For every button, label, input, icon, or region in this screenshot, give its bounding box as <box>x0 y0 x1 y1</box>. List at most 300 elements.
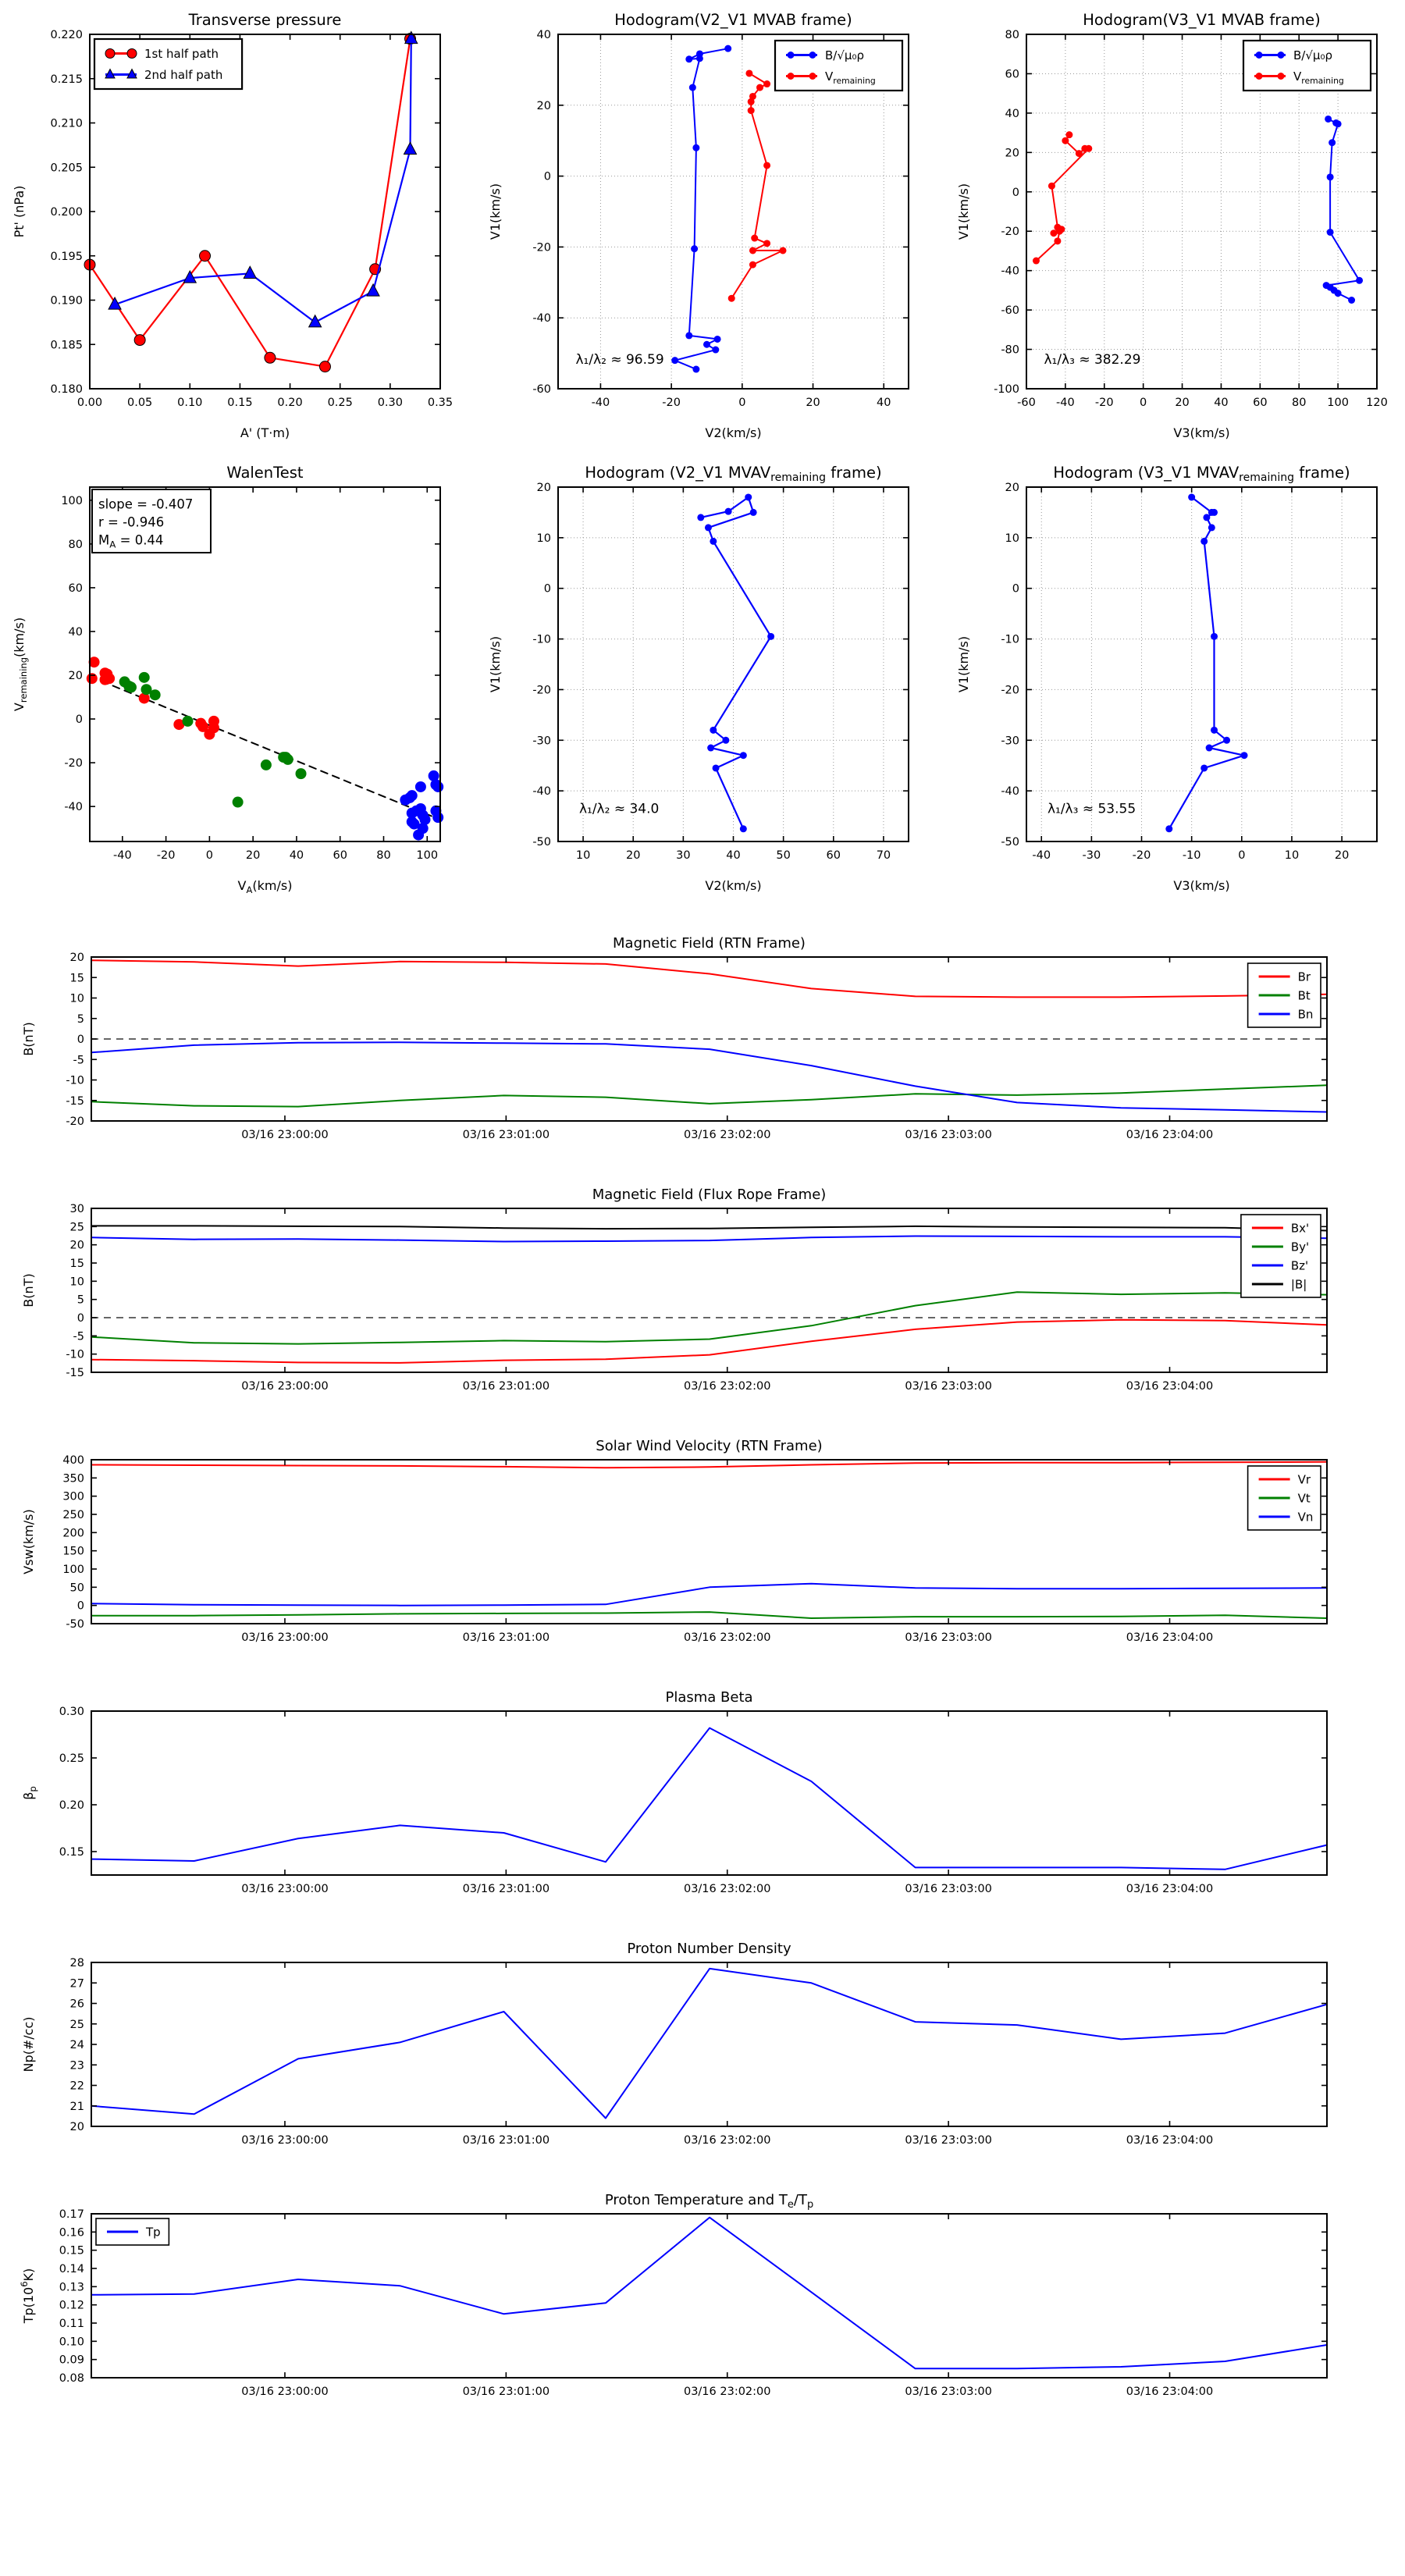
chart-hodogram-v3v1-mvab <box>937 2 1405 453</box>
x-tick-label: 0 <box>1238 849 1246 862</box>
marker-dot <box>692 366 699 373</box>
y-tick-label: 60 <box>1005 68 1019 81</box>
legend-label: B/√μ₀ρ <box>1293 48 1332 62</box>
x-tick-label: 10 <box>1284 849 1300 862</box>
marker-dot <box>745 69 752 76</box>
y-tick-label: 20 <box>536 99 551 112</box>
y-tick-label: 250 <box>62 1509 84 1521</box>
y-tick-label: 40 <box>536 29 551 41</box>
axes-box <box>91 1711 1327 1875</box>
legend-label: Bx' <box>1290 1221 1310 1236</box>
y-tick-label: 23 <box>69 2059 84 2073</box>
y-tick-label: 25 <box>69 1221 84 1234</box>
legend <box>94 39 242 89</box>
marker-dot <box>713 764 720 771</box>
marker-dot <box>182 716 193 727</box>
y-tick-label: 25 <box>69 2018 84 2031</box>
marker-dot <box>261 760 272 770</box>
panel-proton-density <box>0 1927 1405 2178</box>
marker-dot <box>689 84 696 91</box>
marker-dot <box>751 235 758 242</box>
chart-plasma-beta <box>0 1675 1405 1927</box>
legend-label: Vr <box>1297 1472 1311 1487</box>
y-tick-label: 300 <box>62 1490 84 1503</box>
marker-circle <box>134 335 145 346</box>
marker-dot <box>1278 52 1285 59</box>
series-beta-p <box>91 1728 1327 1870</box>
marker-dot <box>696 55 703 62</box>
x-tick-label: 40 <box>726 849 741 862</box>
marker-circle <box>319 361 330 372</box>
x-tick-label: 03/16 23:02:00 <box>683 1380 771 1393</box>
series-Bt <box>91 1085 1327 1106</box>
marker-dot <box>415 781 426 792</box>
y-tick-label: 0.220 <box>50 29 83 41</box>
marker-dot <box>750 509 757 516</box>
x-tick-label: 03/16 23:04:00 <box>1126 2386 1214 2398</box>
proton-temperature-title: Proton Temperature and $T_e/T_p$ <box>604 2192 814 2211</box>
marker-dot <box>1076 150 1083 157</box>
x-tick-label: 20 <box>1334 849 1350 862</box>
y-tick-label: 0.195 <box>50 250 83 263</box>
y-tick-label: -5 <box>73 1054 84 1067</box>
series-Bx' <box>91 1320 1327 1363</box>
y-tick-label: 40 <box>1005 107 1019 120</box>
series-Vremaining <box>1033 131 1092 264</box>
legend-label: |B| <box>1290 1277 1307 1292</box>
y-tick-label: -80 <box>1001 343 1019 357</box>
marker-dot <box>809 52 816 59</box>
legend-label: Bz' <box>1290 1258 1309 1273</box>
y-tick-label: 20 <box>69 952 84 964</box>
x-tick-label: 03/16 23:01:00 <box>462 2386 550 2398</box>
x-tick-label: 03/16 23:02:00 <box>683 1129 771 1141</box>
ticks <box>66 952 1327 1141</box>
y-tick-label: 40 <box>68 625 83 639</box>
marker-dot <box>418 823 429 834</box>
marker-dot <box>671 357 678 364</box>
y-tick-label: 0 <box>76 1034 84 1046</box>
y-tick-label: 20 <box>1005 482 1019 494</box>
y-tick-label: -50 <box>1001 836 1019 849</box>
x-tick-label: 40 <box>877 397 891 409</box>
marker-triangle <box>309 315 322 327</box>
y-tick-label: 26 <box>69 1998 84 2011</box>
x-tick-label: -60 <box>1017 397 1036 409</box>
series-|B| <box>91 1226 1327 1230</box>
x-tick-label: 0.05 <box>126 397 153 409</box>
marker-dot <box>724 45 731 52</box>
x-tick-label: 03/16 23:03:00 <box>905 1631 992 1644</box>
y-tick-label: -50 <box>66 1618 84 1631</box>
legend-label: Vn <box>1297 1510 1314 1525</box>
y-tick-label: 200 <box>62 1527 84 1540</box>
y-tick-label: 60 <box>68 582 83 595</box>
y-tick-label: 0.13 <box>59 2281 84 2294</box>
chart-mag-rtn <box>0 921 1405 1172</box>
legend <box>1241 1215 1321 1297</box>
marker-dot <box>126 681 137 692</box>
marker-dot <box>707 745 714 752</box>
x-tick-label: -20 <box>1094 397 1114 409</box>
mag-rtn-ylabel: B(nT) <box>21 1022 36 1056</box>
y-tick-label: -20 <box>1001 226 1019 239</box>
y-tick-label: -15 <box>66 1367 84 1379</box>
hodogram-v3v1-mvab-ylabel: V1(km/s) <box>956 183 971 240</box>
x-tick-label: 03/16 23:04:00 <box>1126 1883 1214 1895</box>
solar-wind-velocity-title: Solar Wind Velocity (RTN Frame) <box>596 1438 823 1454</box>
x-tick-label: 20 <box>625 849 641 862</box>
proton-density-title: Proton Number Density <box>627 1941 791 1957</box>
y-tick-label: 15 <box>69 1258 84 1270</box>
axes-box <box>91 1962 1327 2126</box>
y-tick-label: -30 <box>1001 735 1019 748</box>
x-tick-label: 03/16 23:02:00 <box>683 1883 771 1895</box>
plasma-beta-title: Plasma Beta <box>665 1689 753 1706</box>
x-tick-label: 100 <box>1327 397 1349 409</box>
plasma-beta-ylabel: $\beta_p$ <box>21 1786 38 1800</box>
marker-dot <box>705 524 712 531</box>
marker-dot <box>722 737 729 744</box>
mag-rtn-title: Magnetic Field (RTN Frame) <box>613 935 806 952</box>
x-tick-label: 50 <box>776 849 791 862</box>
y-tick-label: 0 <box>76 1312 84 1325</box>
marker-dot <box>712 347 719 354</box>
marker-dot <box>1327 229 1334 236</box>
x-tick-label: 20 <box>245 849 261 862</box>
marker-dot <box>1211 633 1218 640</box>
marker-dot <box>1327 173 1334 180</box>
marker-dot <box>740 752 747 759</box>
marker-dot <box>1325 116 1332 123</box>
y-tick-label: -100 <box>994 383 1019 396</box>
walen-test-title: WalenTest <box>226 464 304 482</box>
x-tick-label: 03/16 23:02:00 <box>683 2386 771 2398</box>
y-tick-label: 0.17 <box>59 2208 84 2221</box>
solar-wind-velocity-ylabel: Vsw(km/s) <box>21 1509 36 1574</box>
y-tick-label: 0 <box>1012 186 1019 199</box>
marker-dot <box>1062 137 1069 144</box>
y-tick-label: 0.30 <box>59 1706 84 1718</box>
marker-dot <box>1085 145 1092 152</box>
y-tick-label: 20 <box>69 1239 84 1252</box>
series-middle <box>119 672 307 808</box>
marker-dot <box>685 332 692 339</box>
proton-temperature-ylabel: $Tp(10^6K)$ <box>19 2268 36 2324</box>
marker-dot <box>725 508 732 515</box>
axes-box <box>91 1208 1327 1372</box>
marker-dot <box>1256 73 1263 80</box>
legend-label: Br <box>1297 970 1311 984</box>
marker-circle <box>105 49 115 59</box>
y-tick-label: 20 <box>69 2121 84 2133</box>
series-Tp <box>91 2218 1327 2369</box>
x-tick-label: 80 <box>1291 397 1307 409</box>
x-tick-label: 60 <box>826 849 841 862</box>
y-tick-label: 5 <box>76 1012 84 1026</box>
y-tick-label: -50 <box>532 836 551 849</box>
y-tick-label: 50 <box>69 1582 84 1595</box>
x-tick-label: 03/16 23:01:00 <box>462 1631 550 1644</box>
x-tick-label: 03/16 23:01:00 <box>462 1380 550 1393</box>
hodogram-v3v1-mvav-title: Hodogram (V3_V1 $MVAV_{remaining}$ frame) <box>1053 464 1350 484</box>
annotation: λ₁/λ₃ ≈ 53.55 <box>1047 801 1136 817</box>
x-tick-label: 70 <box>876 849 891 862</box>
x-tick-label: 03/16 23:00:00 <box>241 1129 329 1141</box>
y-tick-label: 10 <box>69 1276 84 1289</box>
x-tick-label: 03/16 23:02:00 <box>683 2134 771 2147</box>
y-tick-label: 0.190 <box>50 294 83 308</box>
x-tick-label: 03/16 23:01:00 <box>462 1883 550 1895</box>
legend-label: Vt <box>1297 1491 1311 1506</box>
y-tick-label: -40 <box>64 801 83 814</box>
y-tick-label: 0.180 <box>50 383 83 396</box>
y-tick-label: 100 <box>62 1564 84 1576</box>
y-tick-label: 0 <box>543 582 551 596</box>
y-tick-label: 150 <box>62 1545 84 1558</box>
x-tick-label: 03/16 23:03:00 <box>905 2386 992 2398</box>
marker-dot <box>1048 183 1055 190</box>
y-tick-label: 15 <box>69 972 84 985</box>
marker-dot <box>779 247 786 254</box>
annotation: λ₁/λ₂ ≈ 96.59 <box>575 352 664 368</box>
marker-dot <box>728 295 735 302</box>
marker-dot <box>1329 139 1336 146</box>
ticks <box>66 1203 1327 1393</box>
walen-test-xlabel: $V_A(km/s)$ <box>237 878 293 895</box>
x-tick-label: -40 <box>1056 397 1075 409</box>
axes-box <box>91 1460 1327 1624</box>
legend-label: 1st half path <box>144 46 219 61</box>
series-B/√μ₀ρ <box>671 45 731 373</box>
marker-dot <box>104 673 115 684</box>
transverse-pressure-xlabel: A' (T·m) <box>240 425 290 440</box>
marker-dot <box>1211 509 1218 516</box>
y-tick-label: 100 <box>61 494 83 507</box>
y-tick-label: 21 <box>69 2100 84 2113</box>
x-tick-label: -20 <box>662 397 681 409</box>
marker-dot <box>710 538 717 545</box>
hodogram-v2v1-mvav-ylabel: V1(km/s) <box>488 635 503 693</box>
marker-dot <box>407 790 418 801</box>
y-tick-label: 10 <box>1005 532 1019 545</box>
marker-dot <box>1206 745 1213 752</box>
y-tick-label: 0 <box>543 170 551 183</box>
marker-circle <box>200 251 211 262</box>
marker-triangle <box>367 284 379 296</box>
y-tick-label: -10 <box>532 633 551 646</box>
marker-dot <box>204 729 215 740</box>
x-tick-label: 03/16 23:04:00 <box>1126 1631 1214 1644</box>
marker-dot <box>1200 538 1208 545</box>
marker-dot <box>756 84 763 91</box>
x-tick-label: 03/16 23:00:00 <box>241 2386 329 2398</box>
y-tick-label: 0.200 <box>50 206 83 219</box>
y-tick-label: 0 <box>76 1599 84 1613</box>
stats-line: r = -0.946 <box>98 514 165 530</box>
legend <box>96 2218 169 2245</box>
marker-dot <box>233 797 244 808</box>
panel-hodogram-v2v1-mvav <box>468 454 937 906</box>
x-tick-label: 60 <box>333 849 347 862</box>
x-tick-label: 40 <box>289 849 304 862</box>
legend-label: Bn <box>1297 1007 1314 1022</box>
x-tick-label: 03/16 23:03:00 <box>905 1883 992 1895</box>
panel-mag-fluxrope <box>0 1172 1405 1424</box>
marker-dot <box>763 162 770 169</box>
marker-triangle <box>244 266 256 278</box>
x-tick-label: 0 <box>738 397 746 409</box>
x-tick-label: 03/16 23:04:00 <box>1126 1129 1214 1141</box>
marker-dot <box>748 98 755 105</box>
chart-hodogram-v2v1-mvav <box>468 454 937 906</box>
marker-dot <box>1223 737 1230 744</box>
marker-dot <box>748 107 755 114</box>
legend-label: 2nd half path <box>144 67 223 82</box>
chart-proton-temperature <box>0 2178 1405 2429</box>
marker-dot <box>809 73 816 80</box>
stats-line: $M_A = 0.44$ <box>98 532 164 550</box>
transverse-pressure-title: Transverse pressure <box>188 11 342 29</box>
y-tick-label: -40 <box>532 785 551 799</box>
y-tick-label: 80 <box>1005 29 1019 41</box>
x-tick-label: 0.00 <box>76 397 103 409</box>
x-tick-label: 03/16 23:00:00 <box>241 1883 329 1895</box>
x-tick-label: 80 <box>376 849 391 862</box>
legend-label: B/√μ₀ρ <box>825 48 864 62</box>
x-tick-label: 0 <box>205 849 214 862</box>
y-tick-label: -10 <box>1001 633 1019 646</box>
y-tick-label: 0.12 <box>59 2299 84 2312</box>
y-tick-label: -15 <box>66 1094 84 1108</box>
mag-fluxrope-ylabel: B(nT) <box>21 1273 36 1308</box>
legend-label: Tp <box>146 2225 161 2240</box>
series-Bn <box>91 1042 1327 1112</box>
legend <box>1243 41 1371 91</box>
y-tick-label: 20 <box>68 670 83 683</box>
hodogram-v3v1-mvab-title: Hodogram(V3_V1 MVAB frame) <box>1083 11 1321 29</box>
annotation: λ₁/λ₂ ≈ 34.0 <box>578 801 660 817</box>
chart-walen-test <box>0 454 468 906</box>
x-tick-label: 30 <box>676 849 691 862</box>
x-tick-label: -10 <box>1182 849 1201 862</box>
hodogram-v2v1-mvab-title: Hodogram(V2_V1 MVAB frame) <box>614 11 852 29</box>
ticks <box>59 1706 1327 1895</box>
marker-dot <box>763 80 770 87</box>
proton-density-ylabel: Np(#/cc) <box>21 2016 36 2073</box>
y-tick-label: 0.185 <box>50 339 83 352</box>
x-tick-label: 03/16 23:04:00 <box>1126 2134 1214 2147</box>
x-tick-label: 03/16 23:02:00 <box>683 1631 771 1644</box>
x-tick-label: -40 <box>112 849 132 862</box>
mag-fluxrope-title: Magnetic Field (Flux Rope Frame) <box>592 1187 827 1203</box>
x-tick-label: 03/16 23:03:00 <box>905 1380 992 1393</box>
marker-dot <box>763 240 770 247</box>
x-tick-label: 03/16 23:03:00 <box>905 2134 992 2147</box>
x-tick-label: -20 <box>1132 849 1151 862</box>
marker-dot <box>697 514 704 521</box>
y-tick-label: -20 <box>64 757 83 770</box>
marker-circle <box>265 352 276 363</box>
y-tick-label: 0.16 <box>59 2226 84 2240</box>
marker-dot <box>749 247 756 254</box>
y-tick-label: 0.11 <box>59 2318 84 2330</box>
x-tick-label: 03/16 23:01:00 <box>462 2134 550 2147</box>
y-tick-label: 0 <box>75 713 83 727</box>
x-tick-label: 0.25 <box>327 397 353 409</box>
y-tick-label: -20 <box>532 241 551 254</box>
y-tick-label: 350 <box>62 1472 84 1485</box>
annotation: λ₁/λ₃ ≈ 382.29 <box>1044 352 1141 368</box>
x-tick-label: 0.30 <box>377 397 404 409</box>
y-tick-label: 0 <box>1012 582 1019 596</box>
y-tick-label: -40 <box>532 312 551 326</box>
x-tick-label: 0 <box>1140 397 1147 409</box>
marker-dot <box>1054 237 1061 244</box>
x-tick-label: 100 <box>416 849 439 862</box>
y-tick-label: 0.20 <box>59 1799 84 1812</box>
panel-hodogram-v3v1-mvab <box>937 2 1405 453</box>
y-tick-label: 30 <box>69 1203 84 1215</box>
y-tick-label: 0.10 <box>59 2336 84 2349</box>
y-tick-label: -20 <box>66 1115 84 1128</box>
legend-label: Bt <box>1297 988 1311 1003</box>
transverse-pressure-ylabel: Pt' (nPa) <box>12 185 27 238</box>
x-tick-label: 10 <box>575 849 591 862</box>
marker-dot <box>788 52 795 59</box>
y-tick-label: -10 <box>66 1074 84 1087</box>
hodogram-v3v1-mvab-xlabel: V3(km/s) <box>1173 425 1230 440</box>
hodogram-v2v1-mvab-ylabel: V1(km/s) <box>488 183 503 240</box>
y-tick-label: 0.25 <box>59 1752 84 1765</box>
y-tick-label: 0.14 <box>59 2263 84 2275</box>
marker-dot <box>1188 493 1195 500</box>
stats-box <box>92 489 211 553</box>
series-Vn <box>91 1584 1327 1606</box>
series-Br <box>91 960 1327 997</box>
y-tick-label: 0.15 <box>59 1846 84 1859</box>
marker-dot <box>1335 290 1342 297</box>
marker-dot <box>432 812 443 823</box>
x-tick-label: 03/16 23:04:00 <box>1126 1380 1214 1393</box>
y-tick-label: -60 <box>1001 304 1019 318</box>
marker-circle <box>127 49 137 59</box>
axes-box <box>91 2214 1327 2378</box>
marker-triangle <box>404 142 417 154</box>
marker-dot <box>703 341 710 348</box>
y-tick-label: 80 <box>68 538 83 551</box>
y-tick-label: 400 <box>62 1454 84 1467</box>
series-Vt <box>91 1612 1327 1618</box>
y-tick-label: 22 <box>69 2080 84 2093</box>
y-tick-label: 24 <box>69 2039 84 2051</box>
y-tick-label: -60 <box>532 383 551 396</box>
y-tick-label: -40 <box>1001 265 1019 278</box>
x-tick-label: 03/16 23:00:00 <box>241 1631 329 1644</box>
x-tick-label: 03/16 23:01:00 <box>462 1129 550 1141</box>
marker-dot <box>283 754 293 765</box>
y-tick-label: -20 <box>1001 684 1019 697</box>
x-tick-label: -30 <box>1082 849 1101 862</box>
x-tick-label: 120 <box>1366 397 1388 409</box>
marker-dot <box>139 672 150 683</box>
series-B/√μ₀ρ <box>1323 116 1363 304</box>
hodogram-v2v1-mvav-xlabel: V2(km/s) <box>705 878 762 893</box>
y-tick-label: -20 <box>532 684 551 697</box>
panel-hodogram-v2v1-mvab <box>468 2 937 453</box>
legend-label: $V_{remaining}$ <box>1293 69 1344 86</box>
marker-dot <box>1241 752 1248 759</box>
